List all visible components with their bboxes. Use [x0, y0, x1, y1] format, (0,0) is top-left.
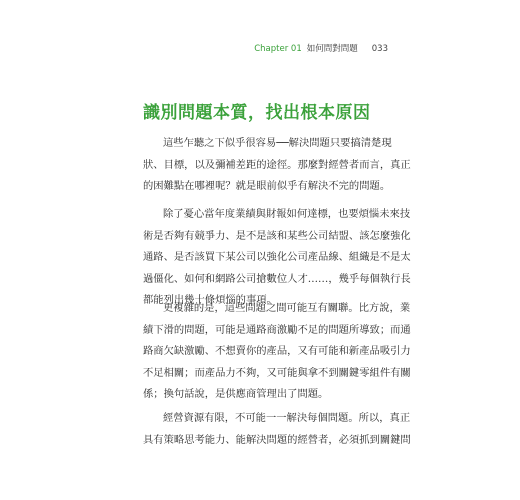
paragraph-line: 術是否夠有競爭力、是不是該和某些公司結盟、該怎麼強化 — [143, 229, 411, 242]
paragraph-line: 狀、目標，以及彌補差距的途徑。那麼對經營者而言，真正 — [143, 158, 411, 171]
page-number: 033 — [371, 44, 388, 54]
paragraph-line: 經營資源有限，不可能一一解決每個問題。所以，真正 — [163, 412, 411, 424]
chapter-title: 如何問對問題 — [306, 44, 358, 54]
paragraph-line: 這些乍聽之下似乎很容易──解決問題只要搞清楚現 — [163, 137, 392, 149]
paragraph-line: 不足相關；而產品力不夠，又可能與拿不到關鍵零組件有關 — [143, 366, 411, 379]
paragraph-line: 係；換句話說，是供應商管理出了問題。 — [143, 388, 329, 400]
paragraph-line: 績下滑的問題，可能是通路商激勵不足的問題所導致；而通 — [143, 323, 411, 336]
paragraph-4 — [143, 408, 411, 451]
paragraph-1 — [143, 133, 411, 198]
paragraph-line: 通路、是否該買下某公司以強化公司產品線、組織是不是太 — [143, 251, 411, 263]
paragraph-line: 的困難點在哪裡呢？就是眼前似乎有解決不完的問題。 — [143, 180, 391, 192]
paragraph-3 — [143, 298, 411, 406]
paragraph-line: 更複雜的是，這些問題之間可能互有關聯。比方說，業 — [163, 302, 411, 314]
paragraph-2 — [143, 204, 411, 312]
paragraph-line: 過僵化、如何和網路公司搶數位人才……，幾乎每個執行長 — [143, 272, 411, 285]
chapter-label: Chapter 01 — [254, 44, 302, 54]
paragraph-line: 路商欠缺激勵、不想賣你的產品，又有可能和新產品吸引力 — [143, 345, 411, 357]
paragraph-line: 除了憂心當年度業績與財報如何達標，也要煩惱未來技 — [163, 208, 411, 220]
running-header — [254, 42, 388, 54]
paragraph-line: 都能列出幾十條煩惱的事項。 — [143, 294, 277, 306]
paragraph-line: 具有策略思考能力、能解決問題的經營者，必須抓到關鍵問 — [143, 433, 411, 446]
section-title: 識別問題本質，找出根本原因 — [143, 103, 371, 123]
